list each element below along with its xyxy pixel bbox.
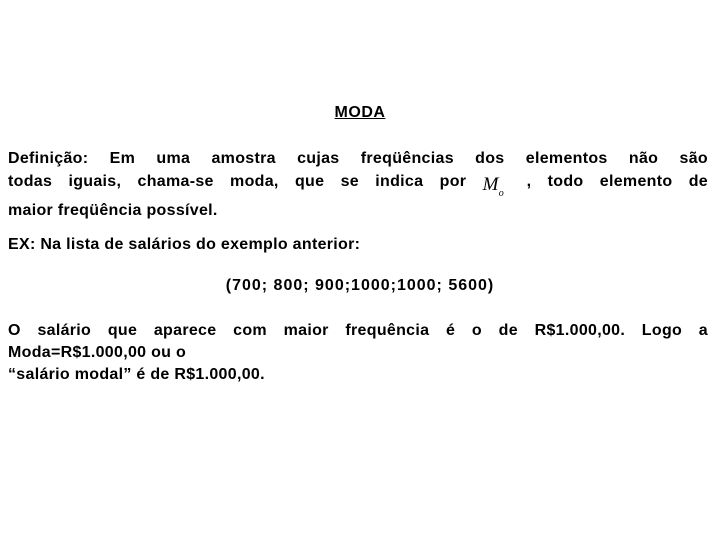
definition-line-3: maior freqüência possível. (8, 201, 218, 219)
mode-symbol-main: M (482, 174, 499, 195)
definition-line-1: Definição: Em uma amostra cujas freqüências dos elementos não são (8, 150, 708, 167)
conclusion-line-3: “salário modal” é de R$1.000,00. (8, 366, 265, 383)
title-text: MODA (334, 104, 386, 121)
definition-line-2 (8, 170, 708, 200)
example-intro: EX: Na lista de salários do exemplo anterior: (8, 236, 361, 253)
conclusion-line-1: O salário que aparece com maior frequência é o de R$1.000,00. Logo a (8, 322, 708, 339)
definition-paragraph (8, 148, 708, 222)
conclusion-paragraph (8, 320, 708, 386)
conclusion-line-2: Moda=R$1.000,00 ou o (8, 344, 187, 361)
salary-list: (700; 800; 900;1000;1000; 5600) (225, 277, 495, 294)
mode-symbol-subscript: o (498, 187, 505, 199)
definition-line-2-end: , todo elemento de (526, 173, 708, 190)
slide-title (0, 104, 720, 122)
definition-line-2-start: todas iguais, chama-se moda, que se indica por (8, 173, 467, 190)
mode-symbol (483, 174, 527, 204)
